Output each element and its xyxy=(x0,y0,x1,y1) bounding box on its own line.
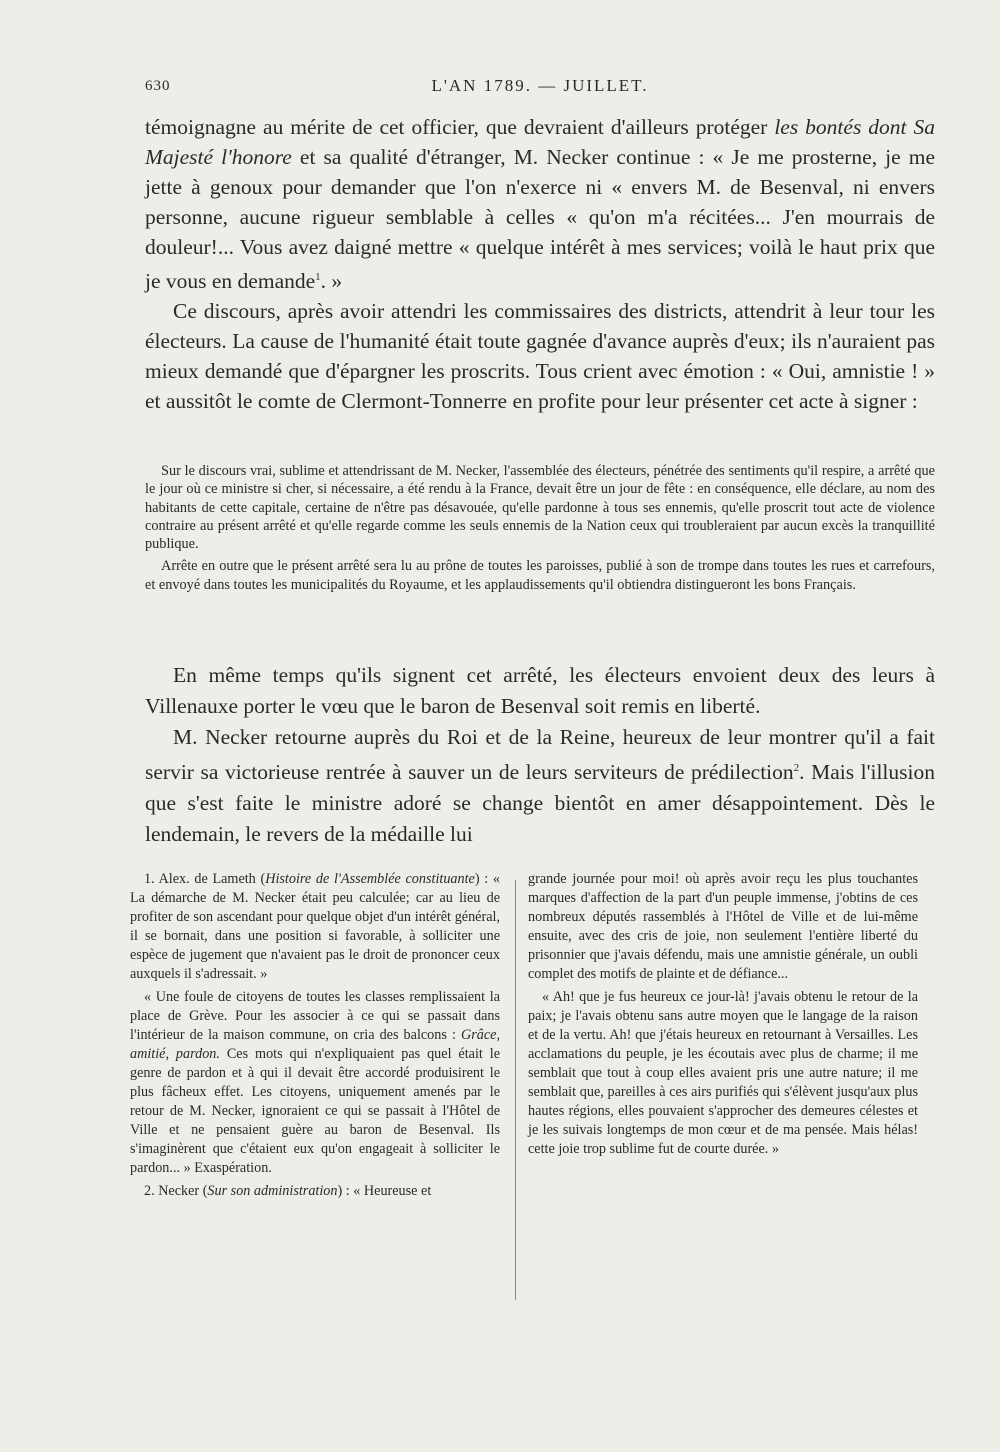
text-span: témoignagne au mérite de cet officier, que devraient d'ailleurs protéger xyxy=(145,115,775,139)
italic-span: Sur son administration xyxy=(207,1183,338,1199)
paragraph: En même temps qu'ils signent cet arrêté, les électeurs envoient deux des leurs à Villenauxe porter le vœu que le baron de Besenval soit remis en liberté. xyxy=(145,663,935,718)
decree-paragraph: Sur le discours vrai, sublime et attendrissant de M. Necker, l'assemblée des électeurs, pénétrée des sentiments qu'il respire, a arrêté que le jour où ce ministre si cher, si nécessaire, a été rendu à la France, devait être un jour de fête : en conséquence, elle déclare, au nom des habitants de cette capitale, certaine de n'être pas désavouée, qu'elle pardonne à tous ses ennemis, qu'elle proscrit tout acte de violence contraire au présent arrêté et qu'elle regarde comme les seuls ennemis de la Nation ceux qui troubleraient par aucun excès la tranquillité publique. xyxy=(145,463,935,553)
page-number: 630 xyxy=(145,78,171,94)
text-span: ) : « La démarche de M. Necker était peu calculée; car au lieu de profiter de son ascendant pour quelque objet d'un intérêt général, il se bornait, dans une position si favorable, à solliciter une espèce de jugement que n'avaient pas le droit de prononcer ceux auxquels il s'adressait. » xyxy=(130,871,501,982)
italic-span: Histoire de l'Assemblée constituante xyxy=(265,871,475,887)
text-span: . Mais l'illusion que s'est faite le ministre adoré se change bientôt en amer désappointement. Dès le lendemain, le revers de la médaille lui xyxy=(145,760,935,847)
footnote xyxy=(130,870,500,984)
paragraph xyxy=(145,722,935,850)
main-text-bottom xyxy=(145,660,935,850)
footnote xyxy=(130,1182,500,1201)
italic-span: les bontés dont Sa Majesté l'honore xyxy=(145,115,935,169)
text-span: Ces mots qui n'expliquaient pas quel était le genre de pardon et à qui il devait être accordé produisirent le plus fâcheux effet. Les citoyens, uniquement amenés par le retour de M. Necker, ignoraient ce qui se passait à l'Hôtel de Ville et ne pensaient guère au baron de Besenval. Ils s'imaginèrent que c'étaient eux qu'on engageait à solliciter le pardon... » Exaspération. xyxy=(130,1046,500,1176)
paragraph: Ce discours, après avoir attendri les commissaires des districts, attendrit à leur tour les électeurs. La cause de l'humanité était toute gagnée d'avance auprès d'eux; ils n'auraient pas mieux demandé que d'épargner les proscrits. Tous crient avec émotion : « Oui, amnistie ! » et aussitôt le comte de Clermont-Tonnerre en profite pour leur présenter cet acte à signer : xyxy=(145,299,935,414)
column-divider xyxy=(515,880,516,1300)
footnotes-left-column xyxy=(130,870,500,1205)
text-span: M. Necker retourne auprès du Roi et de la Reine, heureux de leur montrer qu'il a fait servir sa victorieuse rentrée à sauver un de leurs serviteurs de prédilection xyxy=(145,725,935,785)
running-title: L'AN 1789. — JUILLET. xyxy=(431,76,649,95)
footnote-ref: 2 xyxy=(793,762,800,774)
footnote xyxy=(130,988,500,1178)
footnote-ref: 1 xyxy=(315,271,321,283)
footnote: grande journée pour moi! où après avoir reçu les plus touchantes marques d'affection de la part d'un peuple immense, j'obtins de ces nombreux députés rassemblés à l'Hôtel de Ville et de lui-même ensuite, avec des cris de joie, non seulement l'entière liberté du prisonnier que j'avais défendu, mais une amnistie générale, un oubli complet des motifs de plainte et de défiance... xyxy=(528,871,918,982)
footnotes-right-column xyxy=(528,870,918,1163)
main-text-top xyxy=(145,112,935,416)
paragraph xyxy=(145,112,935,296)
decree-text xyxy=(145,462,935,598)
text-span: . » xyxy=(320,269,343,294)
page-header xyxy=(145,72,935,102)
text-span: « Une foule de citoyens de toutes les classes remplissaient la place de Grève. Pour les associer à ce qui se passait dans l'intérieur de la maison commune, on cria des balcons : xyxy=(130,989,500,1043)
text-span: 2. Necker ( xyxy=(144,1183,208,1199)
footnote: « Ah! que je fus heureux ce jour-là! j'avais obtenu le retour de la paix; je l'avais obtenu sans autre moyen que le langage de la raison et de la vertu. Ah! que j'étais heureux en retournant à Versailles. Les acclamations du peuple, je les écoutais avec plus de charme; il me semblait que tout à coup elles avaient pris une autre nature; il me semblait que, pareilles à ces airs purifiés qui s'élèvent jusqu'aux plus hautes régions, elles pouvaient s'approcher des demeures célestes et je les suivais longtemps de mon cœur et de ma pensée. Mais hélas! cette joie trop sublime fut de courte durée. » xyxy=(528,989,918,1157)
text-span: 1. Alex. de Lameth ( xyxy=(144,871,266,887)
decree-paragraph: Arrête en outre que le présent arrêté sera lu au prône de toutes les paroisses, publié à son de trompe dans toutes les rues et carrefours, et envoyé dans toutes les municipalités du Royaume, et les applaudissements qu'il obtiendra distingueront les bons Français. xyxy=(145,558,935,593)
text-span: et sa qualité d'étranger, M. Necker continue : « Je me prosterne, je me jette à genoux pour demander que l'on n'exerce ni « envers M. de Besenval, ni envers personne, aucune rigueur semblable à celles « qu'on m'a récitées... J'en mourrais de douleur!... Vous avez daigné mettre « quelque intérêt à mes services; voilà le haut prix que je vous en demande xyxy=(145,145,935,294)
italic-span: Grâce, amitié, pardon. xyxy=(130,1027,500,1062)
text-span: ) : « Heureuse et xyxy=(337,1183,432,1199)
